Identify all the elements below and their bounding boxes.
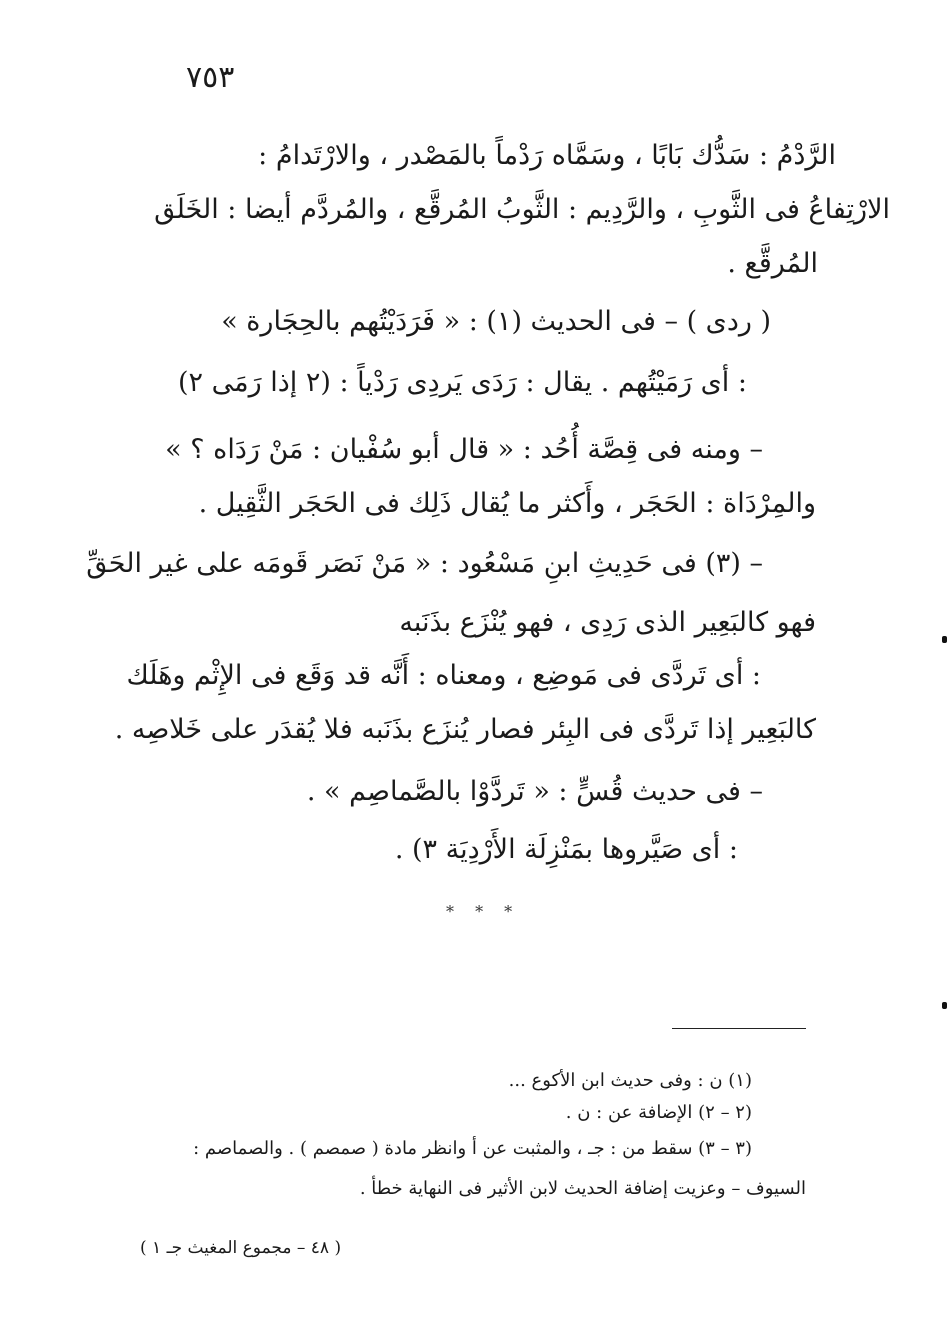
margin-mark [942, 1002, 947, 1009]
text-line: : أى صَيَّروها بمَنْزِلَة الأَرْدِيَة ٣) . [394, 834, 738, 865]
page-number: ٧٥٣ [186, 60, 235, 95]
text-line: : أى تَردَّى فى مَوضِع ، ومعناه : أَنَّه قد وَقَع فى الإِثْم وهَلَك [126, 660, 761, 691]
footnote: (١) ن : وفى حديث ابن الأكوع ... [508, 1070, 752, 1091]
footnote: السيوف – وعزيت إضافة الحديث لابن الأثير فى النهاية خطأ . [359, 1178, 806, 1199]
footnote: (٣ – ٣) سقط من : جـ ، والمثبت عن أ وانظر مادة ( صمصم ) . والصماصم : [193, 1138, 752, 1159]
margin-mark [942, 636, 947, 643]
text-line: فهو كالبَعِير الذى رَدِى ، فهو يُنْزَع بذَنَبه [399, 607, 816, 638]
text-line: – فى حديث قُسٍّ : « تَردَّوْا بالصَّماصِم » . [306, 776, 763, 807]
entry-heading-line: ( ردى ) – فى الحديث (١) : « فَرَدَيْتُهم بالحِجَارة » [221, 306, 771, 337]
text-line: : أى رَمَيْتُهم . يقال : رَدَى يَردِى رَدْياً : (٢ إذا رَمَى ٢) [177, 367, 747, 398]
signature-mark: ( ٤٨ – مجموع المغيث جـ ١ ) [140, 1238, 342, 1258]
footnote-divider [672, 1028, 806, 1029]
text-line: كالبَعِير إذا تَردَّى فى البِئر فصار يُنزَع بذَنَبه فلا يُقدَر على خَلاصِه . [114, 714, 816, 745]
text-line: الارْتِفاعُ فى الثَّوبِ ، والرَّدِيم : الثَّوبُ المُرقَّع ، والمُردَّم أيضا : الخَلَق [154, 194, 890, 225]
text-line: المُرقَّع . [727, 248, 818, 279]
text-line: الرَّدْمُ : سَدُّك بَابًا ، وسَمَّاه رَدْماً بالمَصْدر ، والارْتَدامُ : [258, 140, 836, 171]
text-line: – ومنه فى قِصَّة أُحُد : « قال أبو سُفْيان : مَنْ رَدَاه ؟ » [165, 434, 763, 465]
text-line: والمِرْدَاة : الحَجَر ، وأَكثر ما يُقال ذَلِك فى الحَجَر الثَّقِيل . [198, 488, 816, 519]
footnote: (٢ – ٢) الإضافة عن : ن . [565, 1102, 752, 1123]
text-line: – (٣) فى حَدِيثِ ابنِ مَسْعُود : « مَنْ نَصَر قَومَه على غير الحَقِّ [86, 548, 763, 579]
section-separator: * * * [446, 902, 521, 921]
